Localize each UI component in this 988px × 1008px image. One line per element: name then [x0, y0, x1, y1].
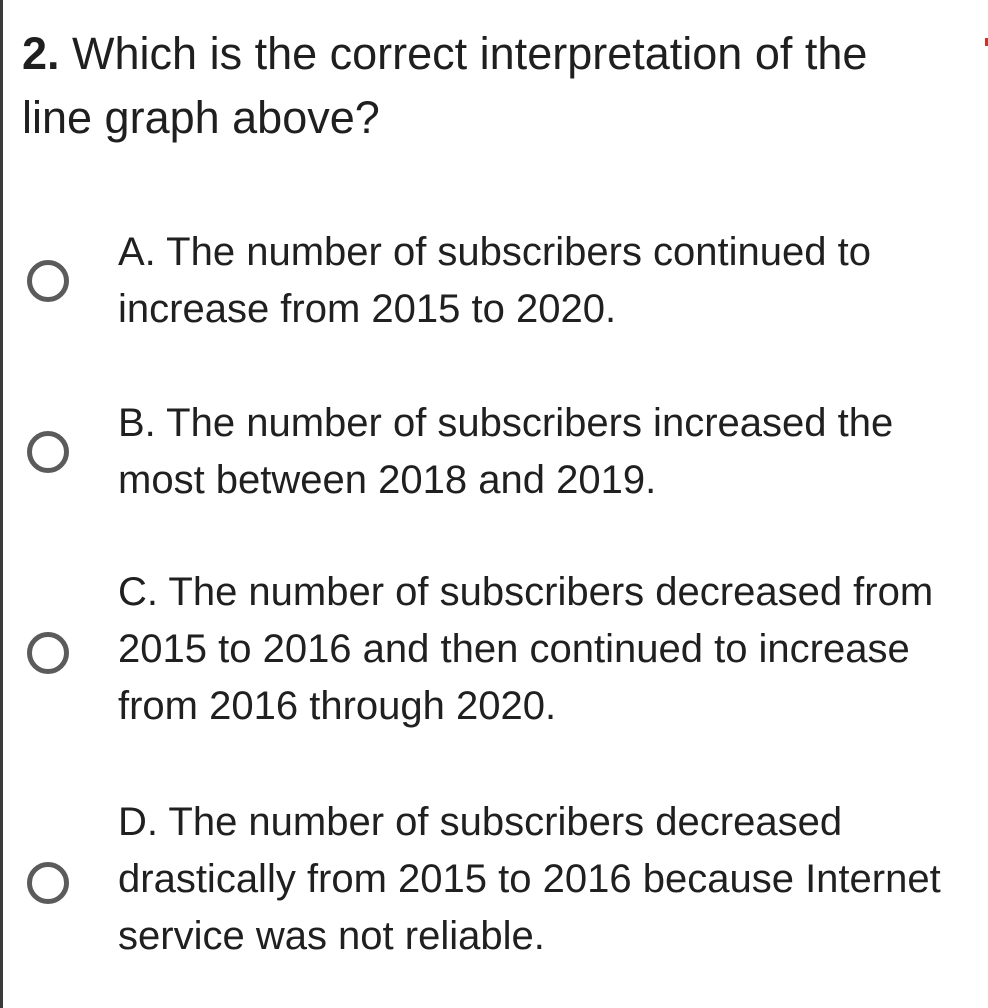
question-prompt: [22, 22, 942, 150]
radio-button-a[interactable]: [27, 260, 69, 302]
radio-button-c[interactable]: [27, 632, 69, 674]
left-border: [0, 0, 3, 1008]
radio-button-d[interactable]: [27, 862, 69, 904]
radio-button-b[interactable]: [27, 431, 69, 473]
answer-option-b-text: B. The number of subscribers increased the most between 2018 and 2019.: [118, 401, 894, 502]
answer-option-a-text: A. The number of subscribers continued to increase from 2015 to 2020.: [118, 230, 872, 331]
question-text: Which is the correct interpretation of the line graph above?: [22, 28, 868, 143]
answer-option-d-text: D. The number of subscribers decreased drastically from 2015 to 2016 because Internet service was not reliable.: [118, 800, 941, 958]
question-number: 2.: [22, 28, 60, 79]
answer-option-c-text: C. The number of subscribers decreased from 2015 to 2016 and then continued to increase from 2016 through 2020.: [118, 570, 934, 728]
